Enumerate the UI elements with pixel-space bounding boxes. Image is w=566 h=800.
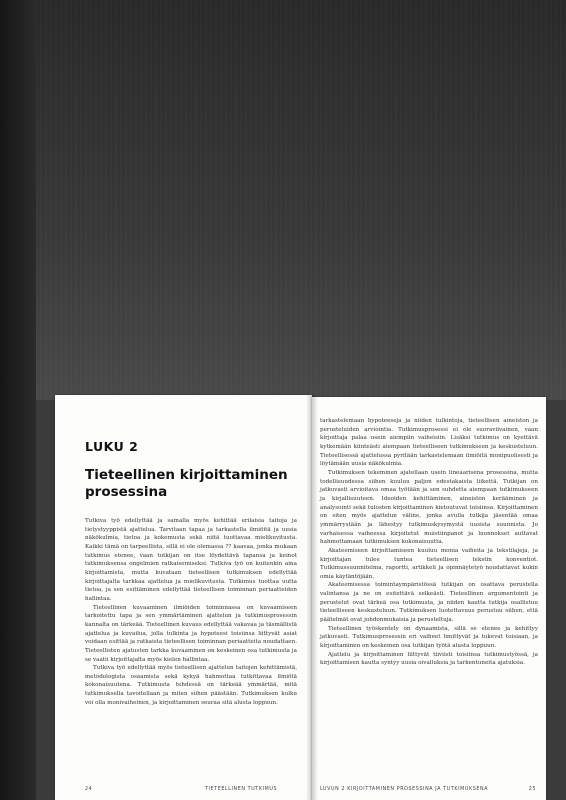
left-page	[55, 395, 312, 800]
page-number: 24	[85, 787, 93, 792]
paragraph: Tutkiva työ edellyttää ja samalla myös kehittää erilaisia taitoja ja tietystyyppistä ajattelua. Tarvitaan tapaa ja tarkastella ilmiöitä ja uusia näkökulmia, tietoa ja kokemusta sekä niitä tuottavaa mielikuvitusta. Kaikki tämä on tarpeellista, sillä ei ole olemassa ?? kaavaa, jonka mukaan tutkimus etenee, vaan tutkijan on itse löydettävä tapansa ja keinot tutkimuksensa ongelmien ratkaisemiseksi. Tutkiva työ on kuitenkin aina kirjoittamista, mutta kuvataan tieteellisen tutkimuksen edellyttää kirjoittajalta tarkkaa ajattelua ja mielikuvitusta. Tutkimus tuottaa uutta tietoa, ja sen esittäminen edellyttää tieteellisen toiminnan periaatteiden hallintaa.	[85, 518, 297, 602]
paragraph: tarkastelemaan hypoteeseja ja niiden tulkintoja, tieteellisen aineiston ja perusteluiden arviointia. Tutkimusprosessi ei ole suoraviivainen, vaan kirjoittaja palaa usein aiempiin vaiheisiin. Lisäksi tutkimus on kyettävä kytkemään kiinteästi aiempaan tieteelliseen tutkimukseen ja keskusteluun. Tieteellisessä ajattelussa pyritään tarkastelemaan ilmiöitä monipuolisesti ja löytämään uusia näkökulmia.	[320, 418, 538, 468]
chapter-label: LUKU 2	[85, 439, 139, 454]
right-body-text	[320, 417, 538, 668]
scanner-edge	[0, 0, 36, 800]
chapter-title: Tieteellinen kirjoittaminen prosessina	[85, 467, 288, 500]
paragraph: Tieteellinen kuvaaminen ilmiöiden toiminnassa on kuvaamiseen tarkoitettu tapa ja sen ymmärtäminen ajattelun ja tutkimusprosessin kannalta on tärkeää. Tieteellinen kuvaus edellyttää vakavaa ja täsmällistä ajattelua ja kuvailua, jolla tulkinta ja hypoteesi toisiinsa liittyvät asiat voidaan esittää ja ratkaista tieteellisen toiminnan periaatteita noudattaen. Tieteellisten ajatusten tarkka kuvaaminen on keskeinen osa tutkimusta ja se vaatii kirjoittajalta myös kielen hallintaa.	[85, 604, 297, 663]
page-number: 25	[528, 787, 536, 792]
paragraph: Akateemisessa toimintaympäristössä tutkijan on osattava perustella valintansa ja ne on esitettävä selkeästi. Tieteellinen argumentointi ja perustelut ovat tärkeä osa tutkimusta, ja niiden kautta tutkija osallistuu tieteelliseen keskusteluun. Tutkimuksen luotettavuus perustuu siihen, että päätelmät ovat johdonmukaisia ja perusteltuja.	[320, 582, 538, 624]
paragraph: Tieteellinen työskentely on dynaamista, sillä se etenee ja kehittyy jatkuvasti. Tutkimusprosessin eri vaiheet limittyvät ja tukevat toisiaan, ja kirjoittaminen on keskeinen osa tutkijan työtä alusta loppuun.	[320, 625, 538, 650]
paragraph: Tutkiva työ edellyttää myös tieteellisen ajattelun taitojen kehittämistä, metodologista osaamista sekä kykyä hahmottaa tutkittavaa ilmiötä kokonaisuutena. Tutkimusta tehdessä on tärkeää ymmärtää, mitä tutkimuksella tavoitellaan ja miten siihen päästään. Tutkimuksen kulku voi olla monivaiheinen, ja kirjoittaminen seuraa sitä alusta loppuun.	[85, 665, 297, 706]
paragraph: Tutkimuksen tekeminen ajatellaan usein lineaarisena prosessina, mutta todellisuudessa siihen kuuluu paljon edestakaista liikettä. Tutkijan on jatkuvasti arvioitava omaa työtään ja sen suhdetta aiempaan tutkimukseen ja kirjallisuuteen. Ideoiden kehittäminen, aineiston kerääminen ja analysointi sekä tulosten kirjoittaminen kietoutuvat toisiinsa. Kirjoittaminen on siten myös ajattelun väline, jonka avulla tutkija jäsentää omaa ymmärrystään ja lähestyy tutkimuskysymystä uusista suunnista. Jo varhaisessa vaiheessa kirjoitetut muistiinpanot ja luonnokset auttavat hahmottamaan tutkimuksen kokonaisuutta.	[320, 469, 538, 546]
running-head: LUVUN 2 KIRJOITTAMINEN PROSESSINA JA TUTKIMUKSENA	[320, 787, 489, 792]
left-body-text	[85, 517, 297, 707]
right-page	[312, 397, 546, 800]
book-gutter	[306, 395, 318, 800]
paragraph: Akateemiseen kirjoittamiseen kuuluu monia vaiheita ja tekstilajeja, ja kirjoittajan tulee tuntea tieteellisen tekstin konventiot. Tutkimussuunnitelma, raportti, artikkeli ja opinnäytetyö noudattavat kukin omia käytäntöjään.	[320, 547, 538, 580]
running-head: TIETEELLINEN TUTKIMUS	[205, 787, 278, 792]
paragraph: Ajattelu ja kirjoittaminen liittyvät tiiviisti toisiinsa tutkimustyössä, ja kirjoittamisen kautta syntyy uusia oivalluksia ja tarkentuneita ajatuksia.	[320, 651, 538, 667]
